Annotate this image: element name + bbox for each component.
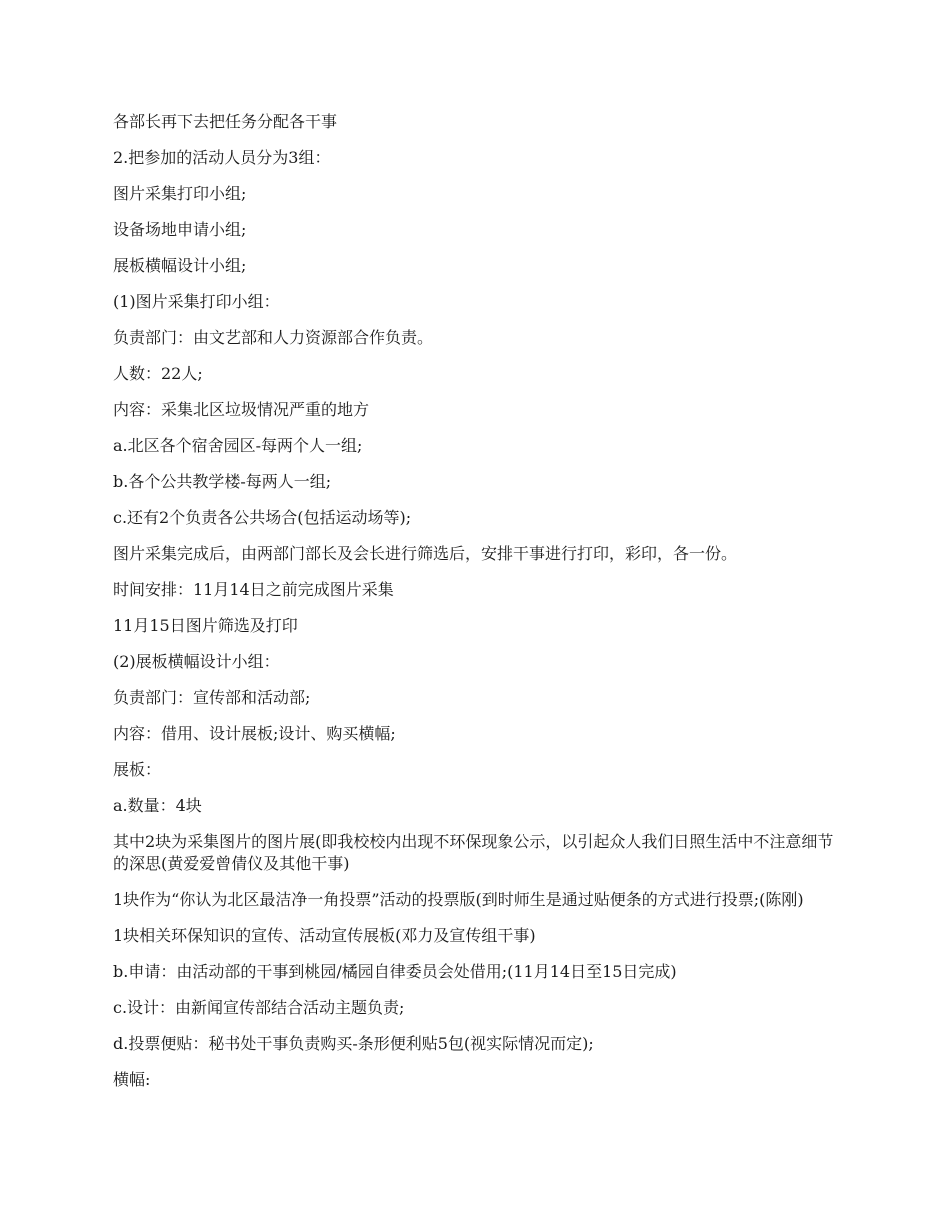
- paragraph: b.申请：由活动部的干事到桃园/橘园自律委员会处借用;(11月14日至15日完成): [113, 962, 677, 981]
- paragraph: 展板：: [113, 760, 162, 779]
- paragraph: c.设计：由新闻宣传部结合活动主题负责;: [113, 998, 405, 1017]
- paragraph: 1块相关环保知识的宣传、活动宣传展板(邓力及宣传组干事): [113, 926, 536, 945]
- paragraph: d.投票便贴：秘书处干事负责购买-条形便利贴5包(视实际情况而定);: [113, 1034, 594, 1053]
- paragraph: (2)展板横幅设计小组：: [113, 652, 280, 671]
- paragraph: a.北区各个宿舍园区-每两个人一组;: [113, 436, 363, 455]
- paragraph: 人数：22人;: [113, 364, 203, 383]
- paragraph: 1块作为“你认为北区最洁净一角投票”活动的投票版(到时师生是通过贴便条的方式进行投票;(陈刚): [113, 890, 804, 909]
- document-body: [113, 111, 843, 1105]
- paragraph: a.数量：4块: [113, 796, 202, 815]
- paragraph: 横幅:: [113, 1070, 151, 1089]
- paragraph: 负责部门：宣传部和活动部;: [113, 688, 311, 707]
- paragraph: (1)图片采集打印小组：: [113, 292, 280, 311]
- paragraph: 2.把参加的活动人员分为3组：: [113, 148, 331, 167]
- paragraph: 其中2块为采集图片的图片展(即我校校内出现不环保现象公示，以引起众人我们日照生活中不注意细节的深思(黄爱爱曾倩仪及其他干事): [113, 832, 834, 873]
- paragraph: 图片采集打印小组;: [113, 184, 247, 203]
- paragraph: 图片采集完成后，由两部门部长及会长进行筛选后，安排干事进行打印，彩印，各一份。: [113, 544, 738, 563]
- paragraph: 负责部门：由文艺部和人力资源部合作负责。: [113, 328, 434, 347]
- paragraph: 内容：采集北区垃圾情况严重的地方: [113, 400, 370, 419]
- paragraph: 各部长再下去把任务分配各干事: [113, 112, 338, 131]
- paragraph: 内容：借用、设计展板;设计、购买横幅;: [113, 724, 396, 743]
- paragraph: c.还有2个负责各公共场合(包括运动场等);: [113, 508, 412, 527]
- paragraph: 设备场地申请小组;: [113, 220, 247, 239]
- paragraph: 展板横幅设计小组;: [113, 256, 247, 275]
- paragraph: 11月15日图片筛选及打印: [113, 616, 298, 635]
- paragraph: 时间安排：11月14日之前完成图片采集: [113, 580, 394, 599]
- paragraph: b.各个公共教学楼-每两人一组;: [113, 472, 332, 491]
